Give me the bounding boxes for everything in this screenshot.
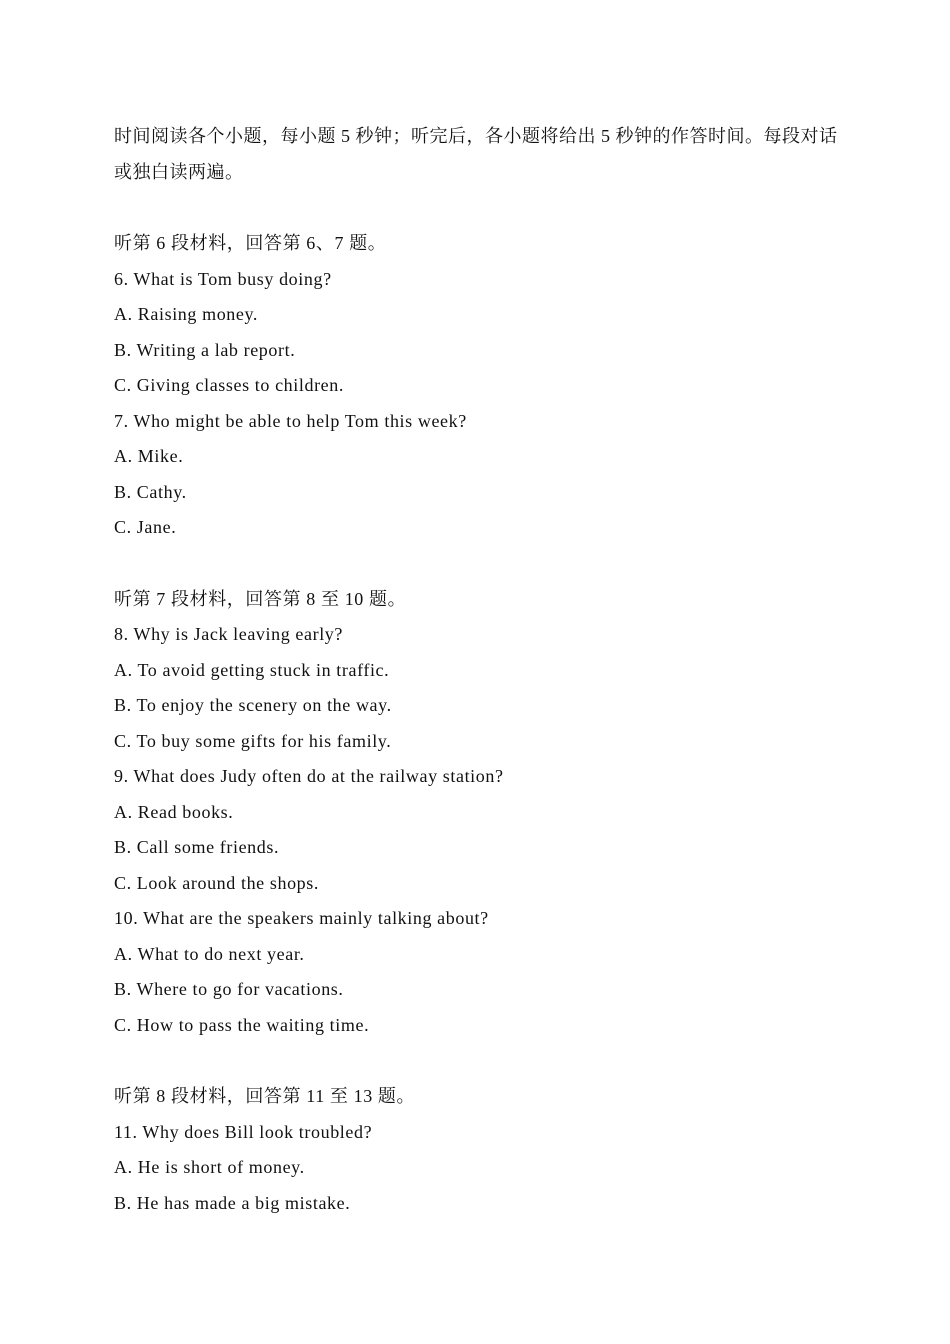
option-8a: A. To avoid getting stuck in traffic. (114, 659, 390, 680)
section-material-8 (114, 1079, 840, 1221)
option-6b: B. Writing a lab report. (114, 339, 296, 360)
instructions-paragraph: 时间阅读各个小题，每小题 5 秒钟；听完后，各小题将给出 5 秒钟的作答时间。每段对话或独白读两遍。 (114, 126, 838, 182)
option-8c: C. To buy some gifts for his family. (114, 730, 392, 751)
option-10c: C. How to pass the waiting time. (114, 1014, 370, 1035)
option-9a: A. Read books. (114, 801, 234, 822)
question-9: 9. What does Judy often do at the railway station? (114, 766, 504, 786)
section-heading: 听第 6 段材料，回答第 6、7 题。 (114, 233, 387, 253)
question-8: 8. Why is Jack leaving early? (114, 624, 343, 644)
option-6c: C. Giving classes to children. (114, 375, 344, 395)
option-7c: C. Jane. (114, 517, 177, 537)
document-page (114, 118, 840, 1221)
question-11: 11. Why does Bill look troubled? (114, 1121, 373, 1142)
option-9b: B. Call some friends. (114, 837, 280, 857)
option-11b: B. He has made a big mistake. (114, 1192, 351, 1213)
question-7: 7. Who might be able to help Tom this week? (114, 410, 467, 431)
section-material-7 (114, 582, 840, 1044)
option-7b: B. Cathy. (114, 481, 187, 502)
option-6a: A. Raising money. (114, 304, 259, 324)
option-10b: B. Where to go for vacations. (114, 979, 344, 999)
question-10: 10. What are the speakers mainly talking about? (114, 908, 489, 928)
section-material-6 (114, 226, 840, 546)
option-7a: A. Mike. (114, 446, 184, 466)
option-8b: B. To enjoy the scenery on the way. (114, 695, 392, 715)
option-11a: A. He is short of money. (114, 1157, 305, 1177)
option-10a: A. What to do next year. (114, 943, 305, 964)
section-heading: 听第 8 段材料，回答第 11 至 13 题。 (114, 1086, 416, 1106)
question-6: 6. What is Tom busy doing? (114, 268, 332, 289)
section-heading: 听第 7 段材料，回答第 8 至 10 题。 (114, 588, 407, 609)
option-9c: C. Look around the shops. (114, 872, 319, 893)
